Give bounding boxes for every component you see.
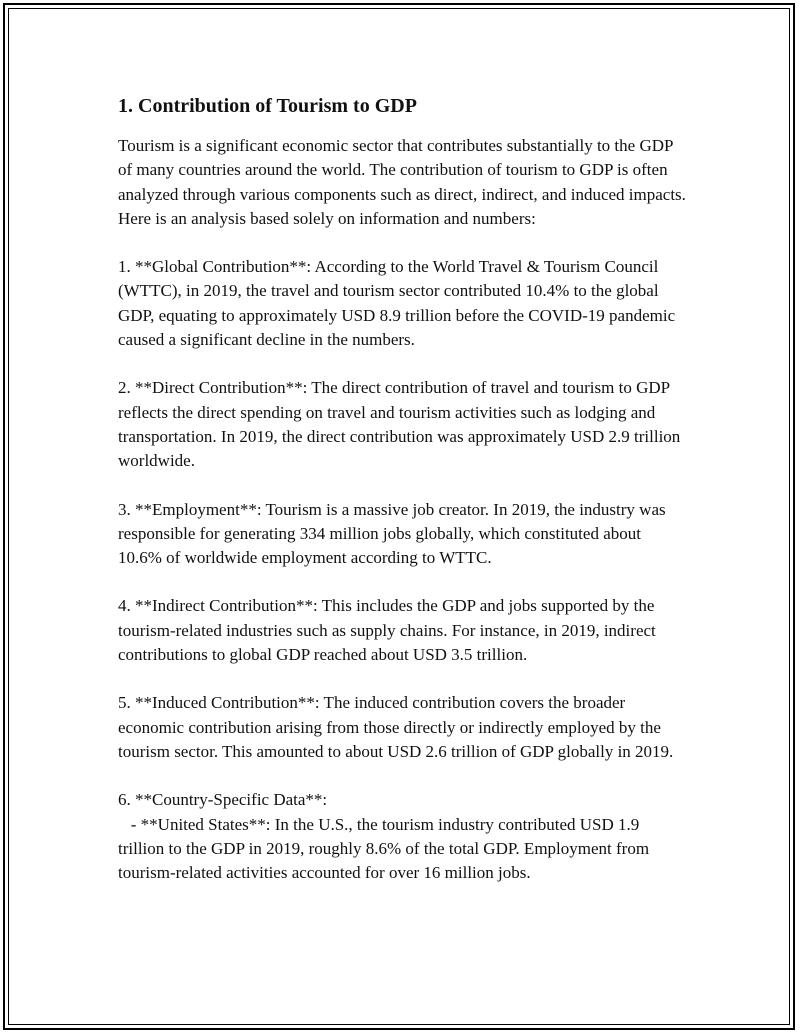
- paragraph-global-contribution: 1. **Global Contribution**: According to the World Travel & Tourism Council (WTTC), in 2019, the travel and tourism sector contributed 10.4% to the global GDP, equating to approximately USD 8.9 trillion before the COVID-19 pandemic caused a significant decline in the numbers.: [118, 257, 680, 350]
- section-heading: 1. Contribution of Tourism to GDP: [118, 95, 417, 117]
- paragraph-country-specific: 6. **Country-Specific Data**: - **United States**: In the U.S., the tourism industry contributed USD 1.9 trillion to the GDP in 2019, roughly 8.6% of the total GDP. Employment from tourism-related activities accounted for over 16 million jobs.: [118, 790, 650, 883]
- paragraph-employment: 3. **Employment**: Tourism is a massive job creator. In 2019, the industry was responsible for generating 334 million jobs globally, which constituted about 10.6% of worldwide employment according to WTTC.: [118, 499, 670, 568]
- paragraph-direct-contribution: 2. **Direct Contribution**: The direct contribution of travel and tourism to GDP reflects the direct spending on travel and tourism activities such as lodging and transportation. In 2019, the direct contribution was approximately USD 2.9 trillion worldwide.: [118, 378, 685, 471]
- paragraph-indirect-contribution: 4. **Indirect Contribution**: This includes the GDP and jobs supported by the tourism-related industries such as supply chains. For instance, in 2019, indirect contributions to global GDP reached about USD 3.5 trillion.: [118, 596, 661, 665]
- document-body: [118, 94, 691, 885]
- paragraph-intro: Tourism is a significant economic sector that contributes substantially to the GDP of many countries around the world. The contribution of tourism to GDP is often analyzed through various components such as direct, indirect, and induced impacts. Here is an analysis based solely on information and numbers:: [118, 136, 691, 228]
- paragraph-induced-contribution: 5. **Induced Contribution**: The induced contribution covers the broader economic contribution arising from those directly or indirectly employed by the tourism sector. This amounted to about USD 2.6 trillion of GDP globally in 2019.: [118, 693, 674, 761]
